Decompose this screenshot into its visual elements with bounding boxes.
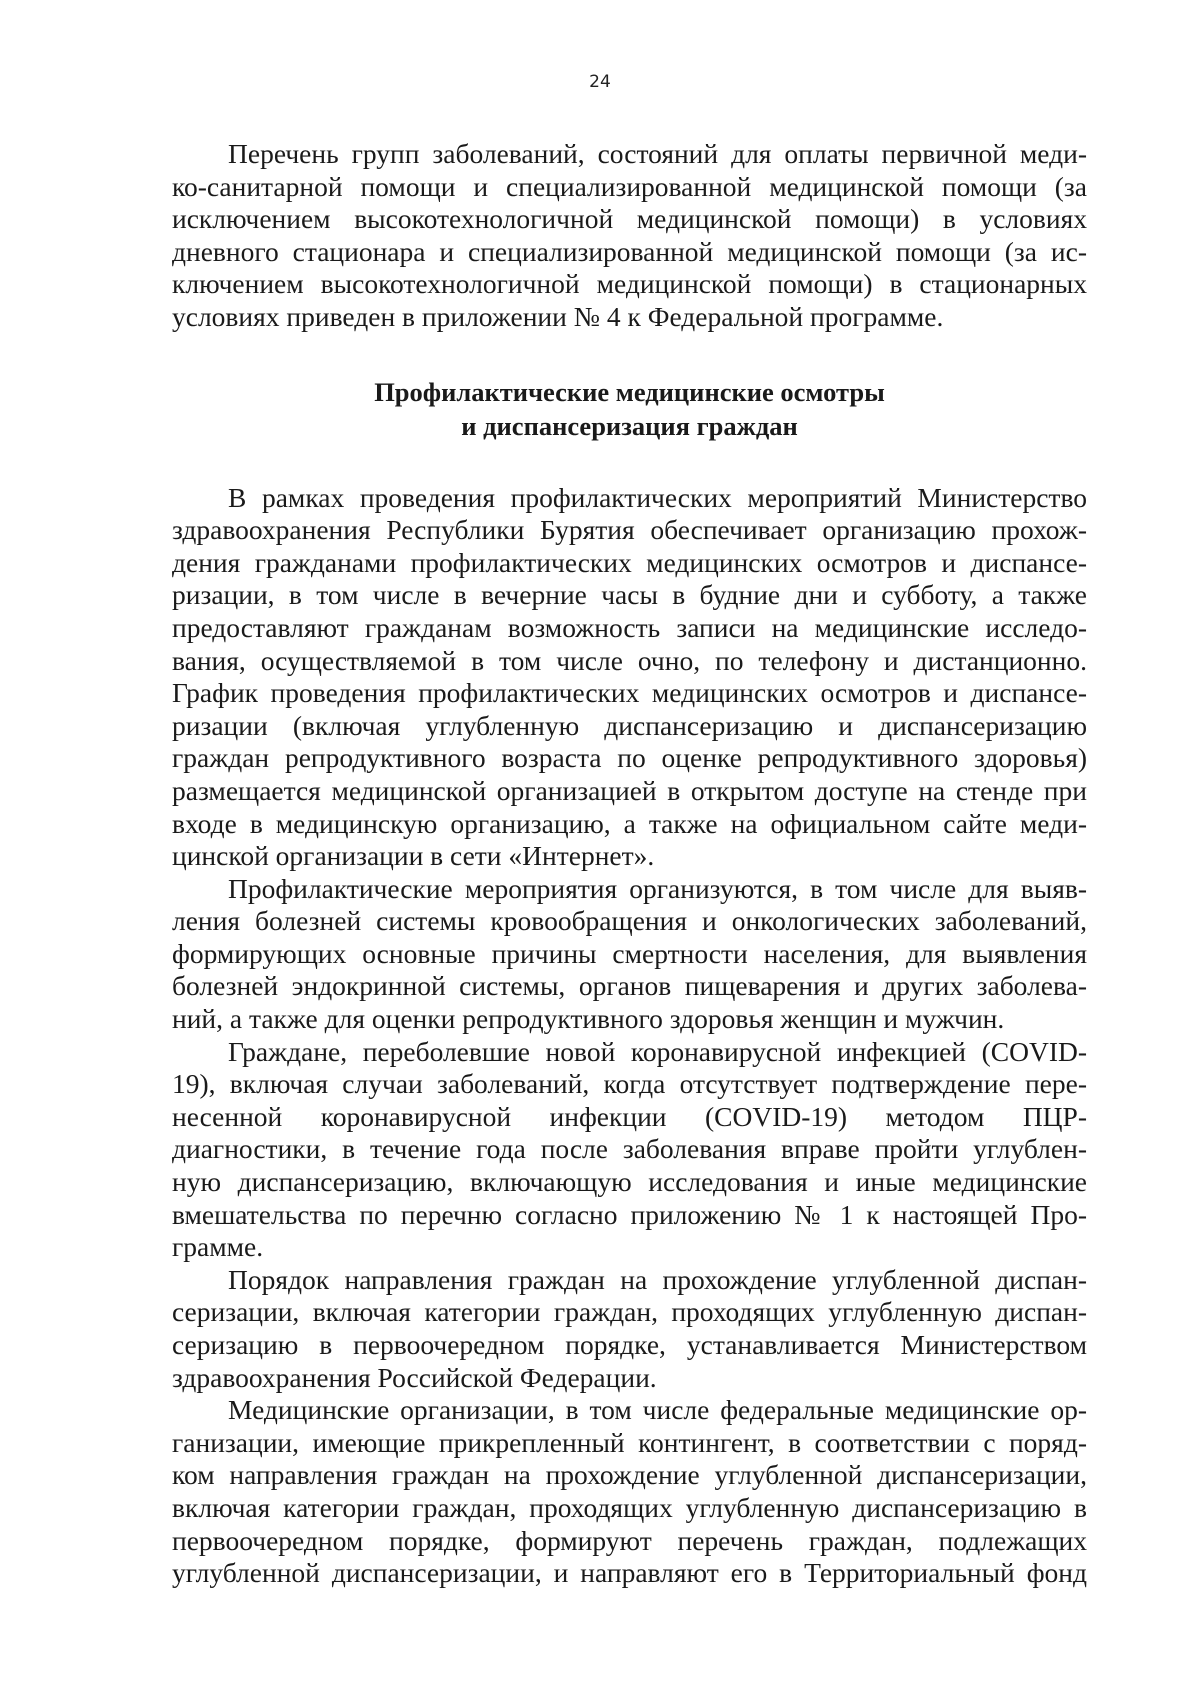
text-line: входе в медицинскую организацию, а также на официальном сайте меди- bbox=[172, 807, 1087, 839]
document-body bbox=[172, 138, 1087, 1590]
text-line: ключением высокотехнологичной медицинской помощи) в стационарных bbox=[172, 268, 1087, 300]
text-line: предоставляют гражданам возможность записи на медицинские исследо- bbox=[172, 611, 1087, 643]
paragraph bbox=[172, 1264, 1087, 1394]
text-line: граждан репродуктивного возраста по оценке репродуктивного здоровья) bbox=[172, 742, 1087, 774]
text-line: грамме. bbox=[172, 1231, 264, 1263]
text-line: дения гражданами профилактических медицинских осмотров и диспансе- bbox=[172, 546, 1087, 578]
text-line: здравоохранения Республики Бурятия обеспечивает организацию прохож- bbox=[172, 514, 1087, 546]
text-line: размещается медицинской организацией в открытом доступе на стенде при bbox=[172, 774, 1087, 806]
section-heading bbox=[172, 375, 1087, 443]
text-line: График проведения профилактических медицинских осмотров и диспансе- bbox=[172, 677, 1087, 709]
paragraph bbox=[172, 1394, 1087, 1590]
text-line: Профилактические мероприятия организуются, в том числе для выяв- bbox=[228, 872, 1087, 904]
page-number: 24 bbox=[589, 72, 611, 92]
section-heading-line: и диспансеризация граждан bbox=[461, 410, 798, 441]
paragraph bbox=[172, 482, 1087, 873]
text-line: цинской организации в сети «Интернет». bbox=[172, 840, 655, 872]
text-line: В рамках проведения профилактических мероприятий Министерство bbox=[228, 481, 1087, 513]
text-line: диагностики, в течение года после заболевания вправе пройти углублен- bbox=[172, 1133, 1087, 1165]
section-heading-line: Профилактические медицинские осмотры bbox=[374, 376, 885, 407]
text-line: Перечень групп заболеваний, состояний для оплаты первичной меди- bbox=[228, 138, 1087, 169]
text-line: Медицинские организации, в том числе федеральные медицинские ор- bbox=[228, 1394, 1087, 1426]
text-line: серизацию в первоочередном порядке, устанавливается Министерством bbox=[172, 1329, 1087, 1360]
text-line: исключением высокотехнологичной медицинской помощи) в условиях bbox=[172, 203, 1087, 235]
text-line: ризации, в том числе в вечерние часы в будние дни и субботу, а также bbox=[172, 579, 1087, 611]
text-line: ления болезней системы кровообращения и онкологических заболеваний, bbox=[172, 905, 1087, 937]
text-line: ганизации, имеющие прикрепленный контингент, в соответствии с поряд- bbox=[172, 1426, 1087, 1458]
text-line: ко-санитарной помощи и специализированной медицинской помощи (за bbox=[172, 170, 1087, 202]
text-line: ний, а также для оценки репродуктивного здоровья женщин и мужчин. bbox=[172, 1003, 1005, 1035]
paragraph bbox=[172, 1036, 1087, 1264]
text-line: первоочередном порядке, формируют перечень граждан, подлежащих bbox=[172, 1524, 1087, 1556]
text-line: дневного стационара и специализированной медицинской помощи (за ис- bbox=[172, 235, 1087, 267]
paragraph bbox=[172, 873, 1087, 1036]
text-line: 19), включая случаи заболеваний, когда отсутствует подтверждение пере- bbox=[172, 1068, 1087, 1100]
intro-paragraph bbox=[172, 138, 1087, 334]
text-line: формирующих основные причины смертности населения, для выявления bbox=[172, 937, 1087, 969]
text-line: вания, осуществляемой в том числе очно, по телефону и дистанционно. bbox=[172, 644, 1087, 676]
text-line: вмешательства по перечню согласно приложению № 1 к настоящей Про- bbox=[172, 1198, 1087, 1230]
text-line: серизации, включая категории граждан, проходящих углубленную диспан- bbox=[172, 1296, 1087, 1328]
text-line: здравоохранения Российской Федерации. bbox=[172, 1361, 657, 1393]
text-line: ную диспансеризацию, включающую исследования и иные медицинские bbox=[172, 1166, 1087, 1198]
text-line: углубленной диспансеризации, и направляют его в Территориальный фонд bbox=[172, 1557, 1087, 1589]
text-line: ризации (включая углубленную диспансеризацию и диспансеризацию bbox=[172, 709, 1087, 741]
text-line: включая категории граждан, проходящих углубленную диспансеризацию в bbox=[172, 1491, 1087, 1523]
text-line: условиях приведен в приложении № 4 к Федеральной программе. bbox=[172, 300, 944, 332]
text-line: несенной коронавирусной инфекции (COVID-19) методом ПЦР- bbox=[172, 1100, 1087, 1132]
text-line: болезней эндокринной системы, органов пищеварения и других заболева- bbox=[172, 970, 1087, 1002]
text-line: ком направления граждан на прохождение углубленной диспансеризации, bbox=[172, 1459, 1087, 1491]
text-line: Граждане, переболевшие новой коронавирусной инфекцией (COVID- bbox=[228, 1035, 1087, 1067]
text-line: Порядок направления граждан на прохождение углубленной диспан- bbox=[228, 1263, 1087, 1295]
